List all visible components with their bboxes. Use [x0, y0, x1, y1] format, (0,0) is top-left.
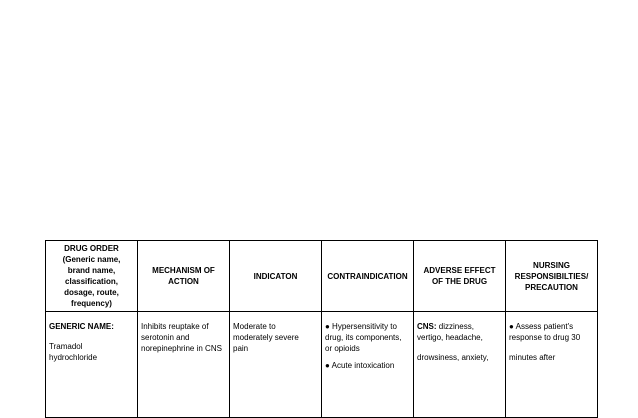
header-contraindication: CONTRAINDICATION — [322, 241, 414, 312]
header-mechanism: MECHANISM OF ACTION — [138, 241, 230, 312]
header-adverse-effect: ADVERSE EFFECT OF THE DRUG — [414, 241, 506, 312]
generic-name-label: GENERIC NAME: — [49, 322, 114, 331]
nursing-item: ● Assess patient's — [509, 322, 574, 331]
cns-label: CNS: — [417, 322, 437, 331]
cell-nursing: ● Assess patient's response to drug 30 minutes after — [506, 312, 598, 418]
header-row — [46, 241, 598, 312]
header-indication: INDICATON — [230, 241, 322, 312]
cell-adverse-effect: CNS: dizziness, vertigo, headache, drowsiness, anxiety, — [414, 312, 506, 418]
cell-indication: Moderate to moderately severe pain — [230, 312, 322, 418]
header-drug-order: DRUG ORDER (Generic name, brand name, classification, dosage, route, frequency) — [46, 241, 138, 312]
header-nursing: NURSING RESPONSIBILTIES/ PRECAUTION — [506, 241, 598, 312]
cell-mechanism: Inhibits reuptake of serotonin and norepinephrine in CNS — [138, 312, 230, 418]
table-row — [46, 312, 598, 418]
cell-contraindication: ● Hypersensitivity to drug, its components, or opioids ● Acute intoxication — [322, 312, 414, 418]
drug-study-table — [45, 240, 598, 418]
contraindication-item: ● Hypersensitivity to — [325, 322, 397, 331]
contraindication-item: ● Acute intoxication — [325, 361, 395, 370]
cell-drug-order: GENERIC NAME: Tramadol hydrochloride — [46, 312, 138, 418]
